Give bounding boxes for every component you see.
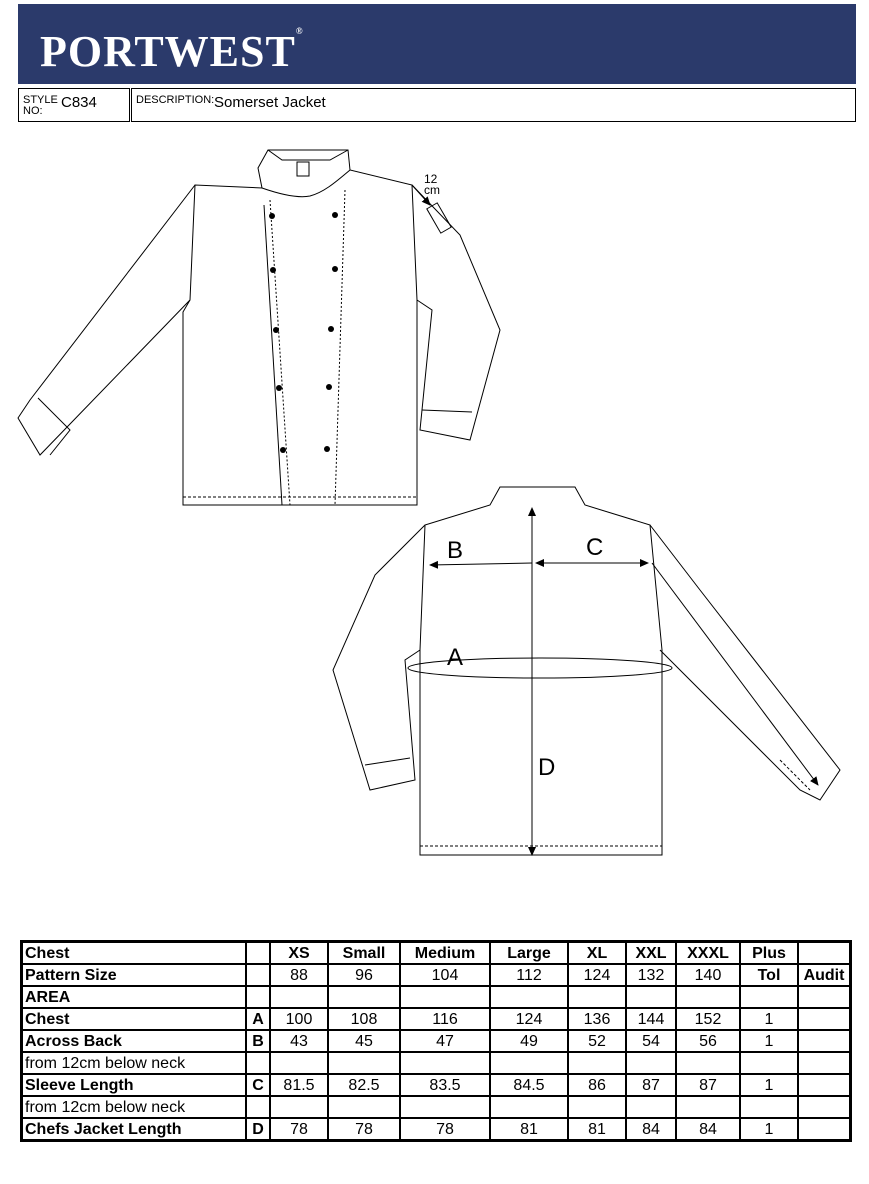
row-label: Chefs Jacket Length [22,1118,247,1141]
header-cell: Chest [22,942,247,965]
style-value: C834 [61,94,97,111]
table-row [22,1030,851,1052]
table-cell: 78 [270,1118,328,1141]
table-cell [798,1030,851,1052]
jacket-technical-drawing [0,130,869,870]
table-cell [798,1074,851,1096]
table-row [22,1074,851,1096]
row-key: C [246,1074,270,1096]
table-cell: 87 [676,1074,740,1096]
table-header-row [22,942,851,965]
row-label: Across Back [22,1030,247,1052]
row-label: from 12cm below neck [22,1096,247,1118]
table-cell: 81 [568,1118,626,1141]
header-cell: Audit [798,964,851,986]
table-cell: 116 [400,1008,490,1030]
table-cell: 45 [328,1030,400,1052]
table-cell: 81 [490,1118,568,1141]
row-label: from 12cm below neck [22,1052,247,1074]
header-cell: 104 [400,964,490,986]
row-key: A [246,1008,270,1030]
table-row [22,1118,851,1141]
table-cell: 56 [676,1030,740,1052]
badge-measure-unit: cm [424,183,440,197]
front-buttons [269,212,338,453]
area-label: AREA [22,986,247,1008]
style-number-box [18,88,130,122]
table-row [22,1052,851,1074]
table-cell [798,1096,851,1118]
header-cell: 124 [568,964,626,986]
table-cell [740,1096,798,1118]
table-cell: 1 [740,1074,798,1096]
table-row [22,1008,851,1030]
header-cell: XL [568,942,626,965]
row-key [246,1052,270,1074]
table-cell [676,1096,740,1118]
brand-banner [18,4,856,84]
header-cell: Medium [400,942,490,965]
header-cell [246,942,270,965]
table-cell: 43 [270,1030,328,1052]
table-cell [798,1008,851,1030]
table-cell [270,1096,328,1118]
table-cell: 1 [740,1118,798,1141]
header-cell: 88 [270,964,328,986]
front-view [18,150,500,505]
row-key: B [246,1030,270,1052]
table-cell [328,1096,400,1118]
description-label: DESCRIPTION: [136,94,215,106]
table-cell [568,1052,626,1074]
table-cell: 82.5 [328,1074,400,1096]
table-cell [798,1118,851,1141]
size-spec-table [20,940,852,1142]
table-row [22,1096,851,1118]
table-cell: 84 [676,1118,740,1141]
table-cell: 1 [740,1008,798,1030]
measure-label-a: A [447,644,464,671]
table-cell [270,1052,328,1074]
description-box [131,88,856,122]
table-cell [626,1052,676,1074]
header-cell: XS [270,942,328,965]
style-label: STYLE NO: [23,94,58,117]
table-cell: 152 [676,1008,740,1030]
table-cell: 124 [490,1008,568,1030]
table-cell: 108 [328,1008,400,1030]
header-cell: XXXL [676,942,740,965]
header-cell: Large [490,942,568,965]
table-cell: 84 [626,1118,676,1141]
row-key: D [246,1118,270,1141]
badge-measure-value: 12 [424,172,438,186]
table-cell: 86 [568,1074,626,1096]
table-cell: 83.5 [400,1074,490,1096]
table-cell: 81.5 [270,1074,328,1096]
header-cell: 96 [328,964,400,986]
header-cell: Plus [740,942,798,965]
table-row [22,986,851,1008]
table-cell [490,1052,568,1074]
row-label: Sleeve Length [22,1074,247,1096]
header-cell [798,942,851,965]
table-cell: 49 [490,1030,568,1052]
description-value: Somerset Jacket [214,94,326,111]
header-cell: 112 [490,964,568,986]
table-cell: 144 [626,1008,676,1030]
table-cell: 52 [568,1030,626,1052]
measure-label-b: B [447,537,464,564]
table-cell: 54 [626,1030,676,1052]
header-cell: XXL [626,942,676,965]
table-cell: 1 [740,1030,798,1052]
table-cell [568,1096,626,1118]
measure-label-d: D [538,754,556,781]
brand-logo: PORTWEST® [40,26,304,76]
table-cell: 87 [626,1074,676,1096]
table-cell: 84.5 [490,1074,568,1096]
table-cell: 100 [270,1008,328,1030]
row-label: Chest [22,1008,247,1030]
row-key [246,1096,270,1118]
header-cell: Tol [740,964,798,986]
table-cell [400,1096,490,1118]
header-cell [246,964,270,986]
table-header-row [22,964,851,986]
table-cell [676,1052,740,1074]
table-cell: 47 [400,1030,490,1052]
table-cell [626,1096,676,1118]
header-cell: 132 [626,964,676,986]
table-cell [400,1052,490,1074]
header-cell: 140 [676,964,740,986]
table-cell: 78 [400,1118,490,1141]
table-cell: 78 [328,1118,400,1141]
measure-label-c: C [586,534,604,561]
table-cell [328,1052,400,1074]
table-cell [740,1052,798,1074]
header-cell: Small [328,942,400,965]
table-cell [798,1052,851,1074]
table-cell: 136 [568,1008,626,1030]
header-cell: Pattern Size [22,964,247,986]
table-cell [490,1096,568,1118]
